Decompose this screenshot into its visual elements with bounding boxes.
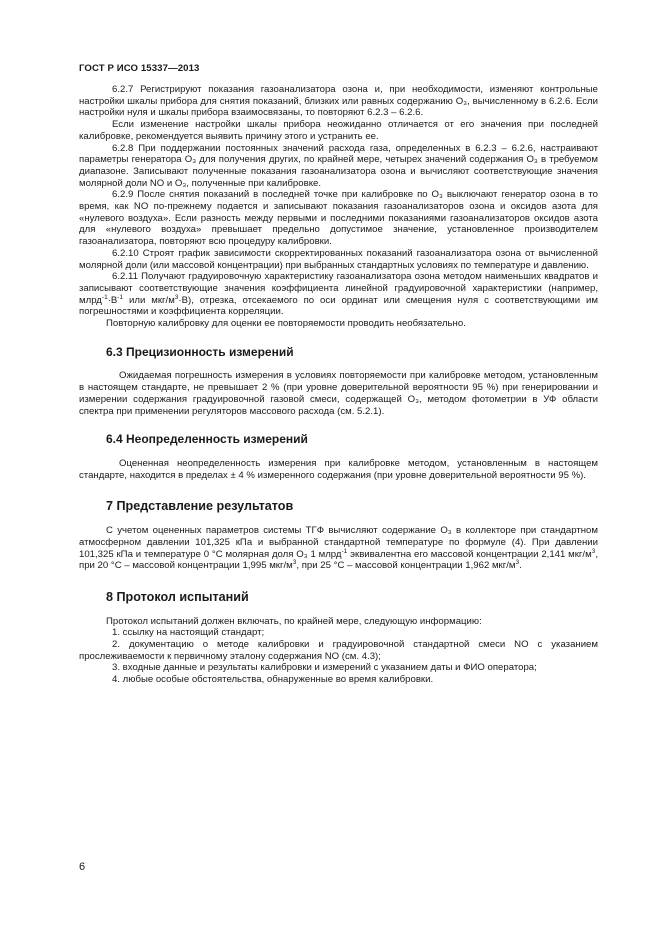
section-7-text-a: С учетом оцененных параметров системы ТГФ вычисляют содержание O₃ в коллекторе при стандартном атмосферном давлении 101,325 кПа и выбранной стандартной температуре по формуле (4). При давлении 101,325 кПа и температуре 0 °С молярная доля O₃ 1 млрд	[79, 525, 598, 560]
section-7-text-e: .	[519, 560, 522, 572]
paragraph-repeat-calibration: Повторную калибровку для оценки ее повторяемости проводить необязательно.	[106, 318, 466, 330]
list-item: 4. любые особые обстоятельства, обнаруженные во время калибровки.	[112, 674, 434, 686]
paragraph-6-2-11-text-c: или мкг/м	[123, 294, 175, 306]
section-6-4-title: 6.4 Неопределенность измерений	[106, 432, 308, 447]
section-6-3-title: 6.3 Прецизионность измерений	[106, 344, 294, 359]
document-header: ГОСТ Р ИСО 15337—2013	[79, 63, 200, 74]
paragraph-6-2-7: 6.2.7 Регистрируют показания газоанализатора озона и, при необходимости, изменяют контрольные настройки шкалы прибора для снятия показаний, близких или равных содержанию O₃, вычисленному в 6.2.6. Если настройки нуля и шкалы прибора взаимосвязаны, то повторяют 6.2.3 – 6.2.6.	[79, 84, 598, 119]
section-6-3-text: Ожидаемая погрешность измерения в условиях повторяемости при калибровке методом, установленным в настоящем стандарте, не превышает 2 % (при уровне доверительной вероятности 95 %) при генерировании и измерении содержания градуировочной газовой смеси, содержащей O₃, методом фотометрии в УФ области спектра при применении регуляторов массового расхода (см. 5.2.1).	[79, 370, 598, 417]
superscript: -1	[101, 293, 108, 301]
section-7-text-d: , при 25 °С – массовой концентрации 1,962 мкг/м	[296, 560, 516, 572]
paragraph-6-2-9: 6.2.9 После снятия показаний в последней точке при калибровке по O₃ выключают генератор озона в то время, как NO по-прежнему подается и записывают показания газоанализаторов озона и оксидов азота для «нулевого воздуха». Если разность между первыми и последними показаниями газоанализаторов оксидов азота для «нулевого воздуха» превышает предельно допустимое значение, установленное производителем газоанализатора, повторяют всю процедуру калибровки.	[79, 189, 598, 248]
section-7-title: 7 Представление результатов	[106, 499, 294, 514]
list-item: 2. документацию о методе калибровки и градуировочной стандартной смеси NO с указанием прослеживаемости к первичному эталону содержания NO (см. 4.3);	[79, 639, 598, 662]
paragraph-6-2-11-text-b: ·В	[107, 294, 118, 306]
paragraph-6-2-7-note: Если изменение настройки шкалы прибора неожиданно отличается от его значения при последней калибровке, рекомендуется выявить причину этого и устранить ее.	[79, 119, 598, 142]
paragraph-6-2-11-text-a: 6.2.11 Получают градуировочную характеристику газоанализатора озона методом наименьших квадратов и записывают соответствующие значения коэффициента линейной градуировочной характеристики (например, млрд	[79, 271, 598, 306]
superscript: 3	[591, 547, 596, 555]
paragraph-6-2-11	[79, 271, 598, 318]
document-body	[79, 84, 598, 686]
section-7-text-c: , при 20 °С – массовой концентрации 1,995 мкг/м	[79, 548, 598, 572]
superscript: -1	[117, 293, 124, 301]
list-item: 1. ссылку на настоящий стандарт;	[112, 627, 265, 639]
list-item: 3. входные данные и результаты калибровки и измерений с указанием даты и ФИО оператора;	[112, 662, 537, 674]
superscript: 3	[292, 559, 297, 567]
section-8-list	[79, 616, 598, 686]
superscript: -1	[341, 547, 348, 555]
section-8-intro: Протокол испытаний должен включать, по крайней мере, следующую информацию:	[106, 615, 482, 627]
page-number: 6	[79, 861, 86, 873]
superscript: 3	[515, 559, 520, 567]
section-7-text-b: эквивалентна его массовой концентрации 2,141 мкг/м	[347, 548, 592, 560]
superscript: 3	[174, 293, 179, 301]
paragraph-6-2-10: 6.2.10 Строят график зависимости скорректированных показаний газоанализатора озона от вычисленной молярной доли (или массовой концентрации) при выбранных стандартных условиях по температуре и давлению.	[79, 247, 598, 271]
section-6-4-text: Оцененная неопределенность измерения при калибровке методом, установленным в настоящем стандарте, находится в пределах ± 4 % измеренного содержания (при уровне доверительной вероятности 95 %).	[79, 457, 598, 481]
section-7-text	[79, 525, 598, 572]
paragraph-6-2-11-text-d: ·В), отрезка, отсекаемого по оси ординат или смещения нуля с соответствующими им погрешностями и коэффициента корреляции.	[79, 294, 598, 318]
paragraph-6-2-8: 6.2.8 При поддержании постоянных значений расхода газа, определенных в 6.2.3 – 6.2.6, настраивают параметры генератора O₃ для получения других, по крайней мере, четырех значений содержания O₃ в требуемом диапазоне. Записывают полученные показания газоанализатора озона и вычисляют соответствующие значения молярной доли NO и O₃, полученные при калибровке.	[79, 142, 598, 189]
section-8-title: 8 Протокол испытаний	[106, 589, 249, 604]
